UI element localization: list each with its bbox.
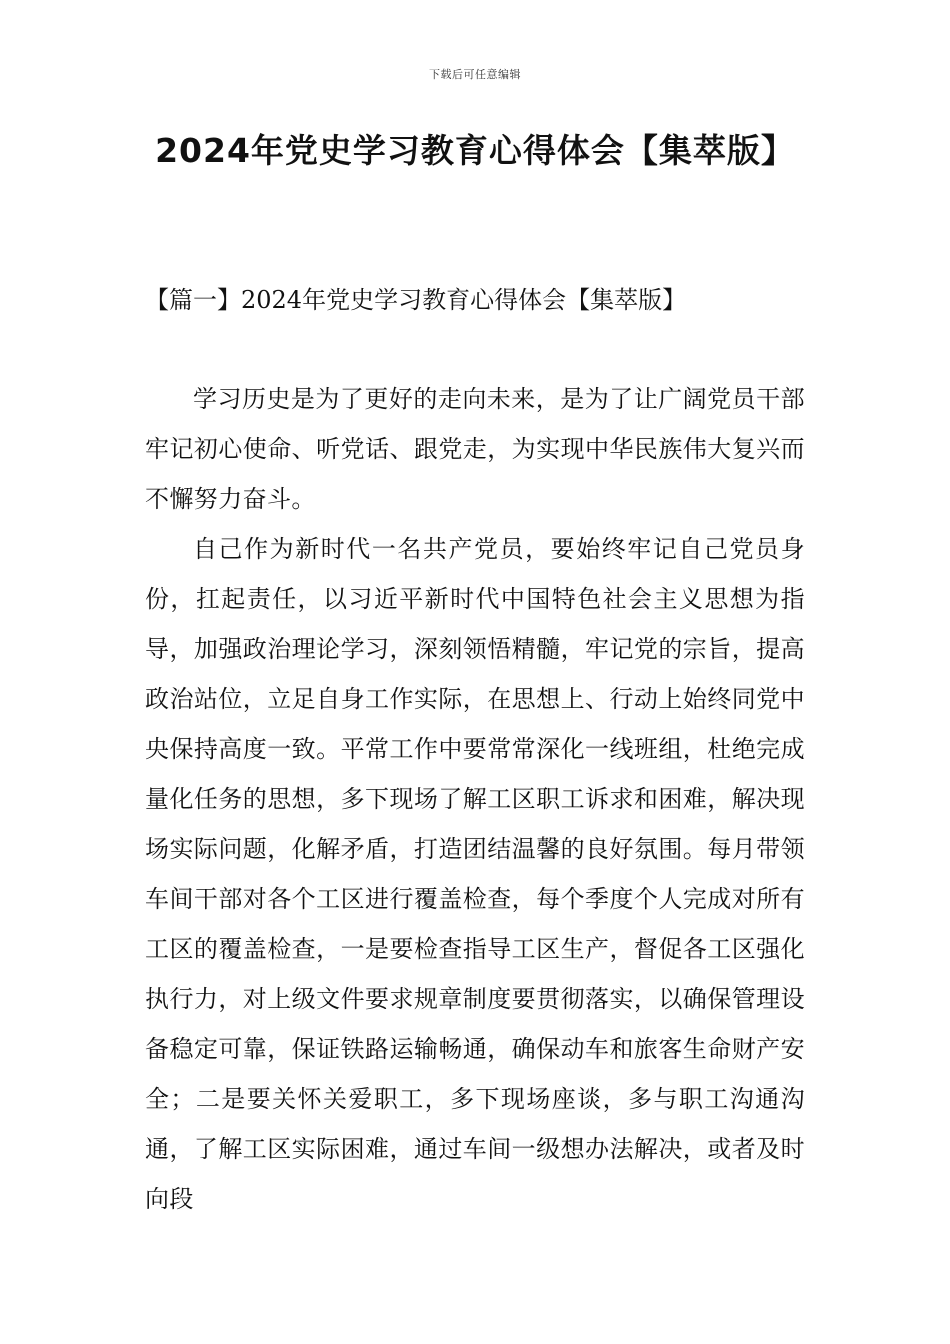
document-title: 2024年党史学习教育心得体会【集萃版】 <box>155 131 795 170</box>
body-text <box>145 374 805 1224</box>
section-heading: 【篇一】2024年党史学习教育心得体会【集萃版】 <box>145 286 687 314</box>
paragraph: 自己作为新时代一名共产党员，要始终牢记自己党员身份，扛起责任，以习近平新时代中国特色社会主义思想为指导，加强政治理论学习，深刻领悟精髓，牢记党的宗旨，提高政治站位，立足自身工作实际，在思想上、行动上始终同党中央保持高度一致。平常工作中要常常深化一线班组，杜绝完成量化任务的思想，多下现场了解工区职工诉求和困难，解决现场实际问题，化解矛盾，打造团结温馨的良好氛围。每月带领车间干部对各个工区进行覆盖检查，每个季度个人完成对所有工区的覆盖检查，一是要检查指导工区生产，督促各工区强化执行力，对上级文件要求规章制度要贯彻落实，以确保管理设备稳定可靠，保证铁路运输畅通，确保动车和旅客生命财产安全；二是要关怀关爱职工，多下现场座谈，多与职工沟通沟通，了解工区实际困难，通过车间一级想办法解决，或者及时向段 <box>145 535 805 1213</box>
paragraph: 学习历史是为了更好的走向未来，是为了让广阔党员干部牢记初心使命、听党话、跟党走，为实现中华民族伟大复兴而不懈努力奋斗。 <box>145 385 805 513</box>
header-note: 下载后可任意编辑 <box>429 68 521 81</box>
